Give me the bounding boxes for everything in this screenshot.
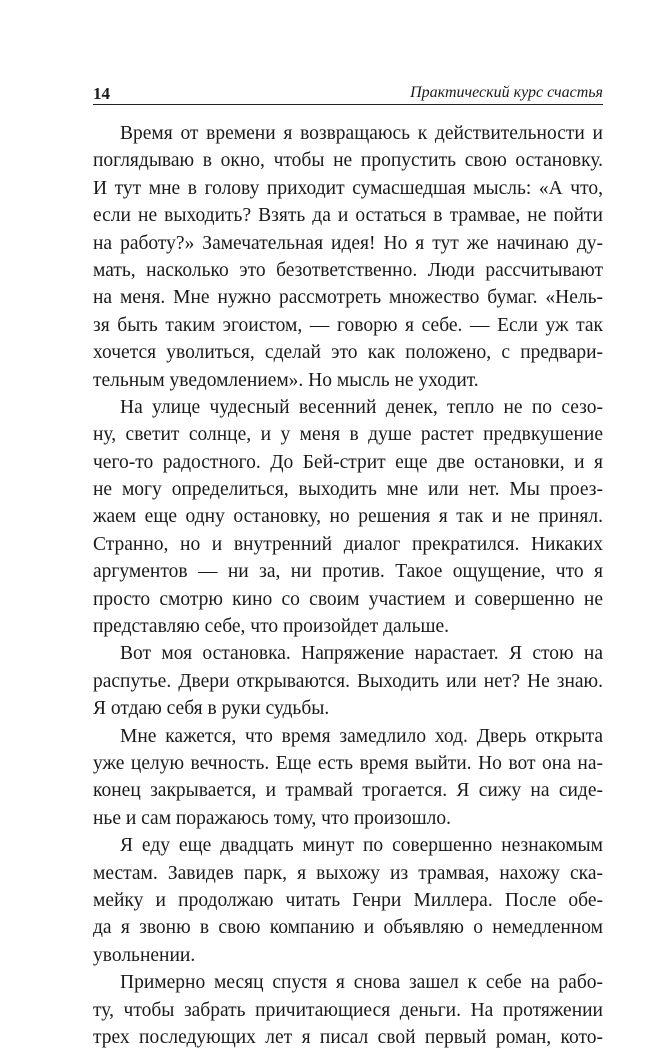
- text-line: нье и сам поражаюсь тому, что произошло.: [93, 807, 451, 829]
- paragraph: [93, 969, 603, 1051]
- text-line: Примерно месяц спустя я снова зашел к себе на рабо-: [120, 972, 603, 994]
- text-line: местам. Завидев парк, я выхожу из трамвая, нахожу ска-: [93, 862, 603, 884]
- text-line: Я отдаю себя в руки судьбы.: [93, 698, 330, 720]
- paragraph: [93, 832, 603, 969]
- text-line: представляю себе, что произойдет дальше.: [93, 616, 450, 638]
- text-line: просто смотрю кино со своим участием и совершенно не: [93, 588, 603, 610]
- text-line: ну, светит солнце, и у меня в душе растет предвкушение: [93, 424, 603, 446]
- text-line: Я еду еще двадцать минут по совершенно незнакомым: [120, 835, 603, 857]
- text-line: зя быть таким эгоистом, — говорю я себе. — Если уж так: [93, 314, 603, 336]
- running-title: Практический курс счастья: [410, 84, 603, 101]
- text-line: чего-то радостного. До Бей-стрит еще две остановки, и я: [93, 451, 603, 473]
- text-line: поглядываю в окно, чтобы не пропустить свою остановку.: [93, 150, 603, 172]
- text-line: На улице чудесный весенний денек, тепло не по сезо-: [120, 396, 603, 418]
- paragraph: [93, 120, 603, 394]
- text-line: увольнении.: [93, 944, 196, 966]
- text-line: хочется уволиться, сделай это как положено, с предвари-: [93, 342, 603, 364]
- text-line: Вот моя остановка. Напряжение нарастает. Я стою на: [120, 643, 603, 665]
- text-line: не могу определиться, выходить мне или нет. Мы проез-: [93, 479, 603, 501]
- page-number: 14: [93, 84, 110, 103]
- text-line: если не выходить? Взять да и остаться в трамвае, не пойти: [93, 205, 603, 227]
- page-header: [93, 80, 603, 105]
- text-line: Странно, но и внутренний диалог прекратился. Никаких: [93, 533, 603, 555]
- text-line: И тут мне в голову приходит сумасшедшая мысль: «А что,: [93, 177, 603, 199]
- text-line: да я звоню в свою компанию и объявляю о немедленном: [93, 917, 603, 939]
- body-text: [93, 120, 603, 1051]
- text-line: мейку и продолжаю читать Генри Миллера. После обе-: [93, 889, 603, 911]
- paragraph: [93, 723, 603, 833]
- text-line: распутье. Двери открываются. Выходить или нет? Не знаю.: [93, 670, 603, 692]
- text-line: ту, чтобы забрать причитающиеся деньги. На протяжении: [93, 999, 603, 1021]
- text-line: тельным уведомлением». Но мысль не уходит.: [93, 369, 479, 391]
- text-line: трех последующих лет я писал свой первый роман, кото-: [93, 1026, 603, 1048]
- text-line: Мне кажется, что время замедлило ход. Дверь открыта: [120, 725, 603, 747]
- text-line: на меня. Мне нужно рассмотреть множество бумаг. «Нель-: [93, 287, 603, 309]
- text-line: на работу?» Замечательная идея! Но я тут же начинаю ду-: [93, 232, 603, 254]
- paragraph: [93, 640, 603, 722]
- paragraph: [93, 394, 603, 641]
- text-line: Время от времени я возвращаюсь к действительности и: [120, 123, 603, 144]
- text-line: уже целую вечность. Еще есть время выйти. Но вот она на-: [93, 752, 603, 774]
- text-line: жаем еще одну остановку, но решения я так и не принял.: [93, 506, 603, 528]
- text-line: конец закрывается, и трамвай трогается. Я сижу на сиде-: [93, 780, 603, 802]
- text-line: аргументов — ни за, ни против. Такое ощущение, что я: [93, 561, 603, 583]
- text-line: мать, насколько это безответственно. Люди рассчитывают: [93, 259, 603, 281]
